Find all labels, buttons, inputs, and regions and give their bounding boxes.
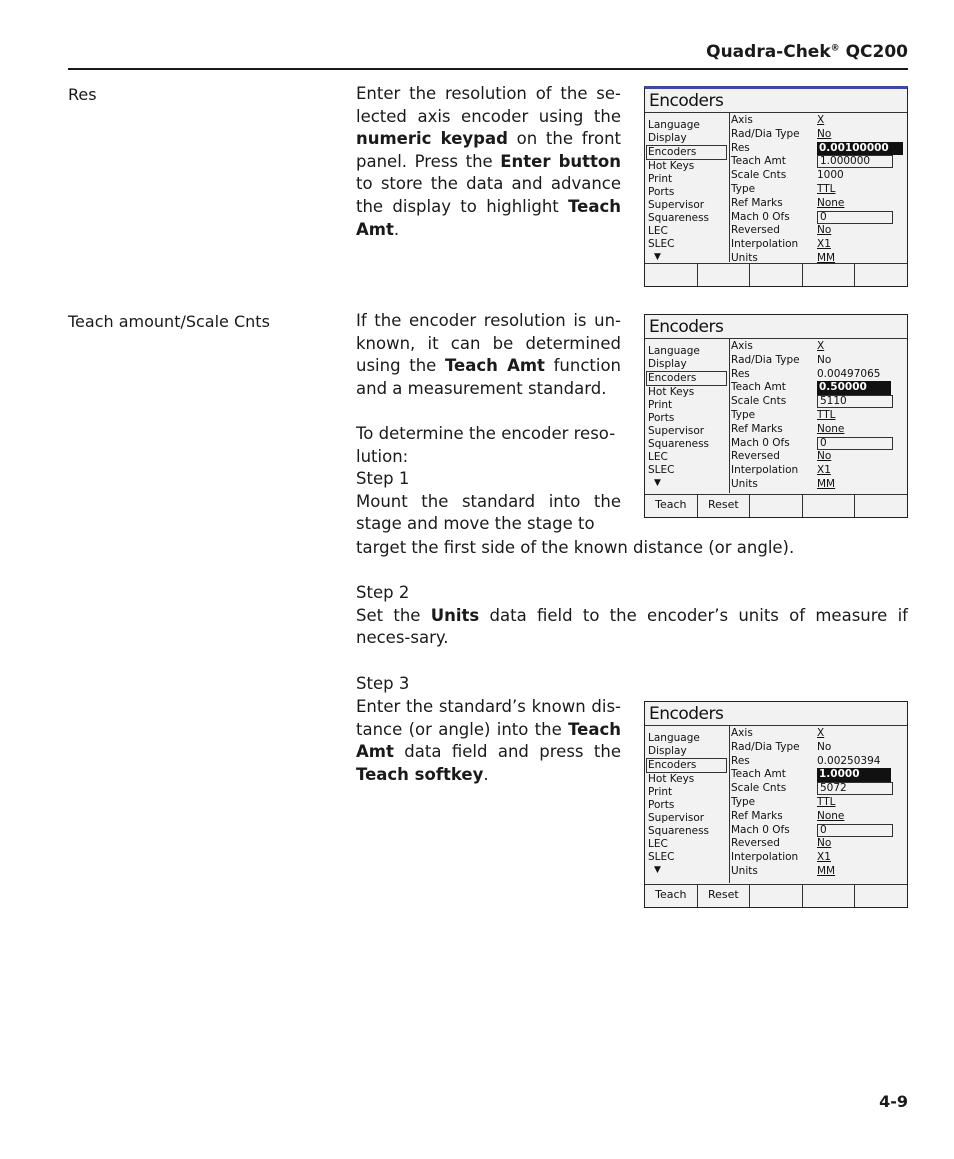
field-value[interactable]: 5110: [817, 395, 893, 408]
field-label: Interpolation: [731, 464, 799, 477]
field-label: Interpolation: [731, 238, 799, 251]
field-value[interactable]: TTL: [817, 795, 836, 808]
field-value[interactable]: 0.00497065: [817, 367, 881, 380]
field-value[interactable]: X1: [817, 851, 831, 864]
header-brand: Quadra-Chek: [706, 42, 831, 62]
res-paragraph: [356, 83, 621, 241]
softkey[interactable]: [803, 264, 856, 286]
scroll-down-arrow-icon[interactable]: ▼: [654, 865, 661, 875]
menu-item[interactable]: Hot Keys: [648, 160, 695, 172]
menu-item[interactable]: Print: [648, 786, 673, 798]
setup-menu: [648, 119, 728, 264]
header-model: QC200: [845, 42, 908, 62]
softkey-bar: [645, 494, 907, 517]
menu-item[interactable]: Language: [648, 732, 700, 744]
menu-item[interactable]: Language: [648, 345, 700, 357]
softkey[interactable]: [750, 885, 803, 907]
text-run: data field to the encoder’s units of measure if neces-sary.: [356, 605, 908, 648]
menu-item[interactable]: Supervisor: [648, 425, 705, 437]
field-label: Reversed: [731, 224, 780, 237]
field-label: Teach Amt: [731, 155, 786, 168]
keyword-teach-amt: Teach Amt: [356, 719, 621, 762]
field-value[interactable]: 0: [817, 211, 893, 224]
field-value[interactable]: No: [817, 740, 832, 753]
step1-label: Step 1: [356, 469, 410, 489]
encoders-screen-2: [644, 314, 908, 518]
setup-menu: [648, 732, 728, 877]
field-value[interactable]: 0: [817, 437, 893, 450]
running-header: [706, 42, 908, 62]
keyword-numeric-keypad: numeric keypad: [356, 129, 508, 149]
term-res: Res: [68, 85, 97, 104]
field-label: Res: [731, 367, 750, 380]
menu-item[interactable]: Display: [648, 132, 687, 144]
softkey-teach[interactable]: Teach: [645, 885, 698, 907]
field-value[interactable]: X1: [817, 238, 831, 251]
field-label: Scale Cnts: [731, 169, 787, 182]
menu-item[interactable]: Squareness: [648, 438, 710, 450]
menu-item[interactable]: Language: [648, 119, 700, 131]
encoders-screen-3: [644, 701, 908, 908]
keyword-teach-softkey: Teach softkey: [356, 764, 484, 784]
field-value[interactable]: X: [817, 340, 825, 352]
keyword-enter-button: Enter button: [500, 151, 621, 171]
softkey[interactable]: [803, 885, 856, 907]
step1-continued: target the first side of the known distance (or angle).: [356, 538, 795, 557]
step2-text: [356, 605, 908, 650]
field-label: Units: [731, 864, 758, 877]
step1-text: Mount the standard into the stage and move the stage to: [356, 491, 621, 534]
field-value[interactable]: None: [817, 196, 845, 209]
encoder-fields: [731, 340, 904, 492]
screen-title: Encoders: [649, 91, 724, 111]
text-run: .: [393, 219, 400, 239]
field-label: Type: [731, 182, 756, 195]
menu-item[interactable]: LEC: [648, 838, 668, 850]
registered-mark: ®: [830, 43, 840, 54]
field-label: Res: [731, 141, 750, 154]
text-run: .: [483, 764, 489, 784]
menu-item[interactable]: Hot Keys: [648, 773, 695, 785]
menu-item[interactable]: Ports: [648, 412, 675, 424]
field-label: Axis: [731, 340, 753, 352]
field-label: Type: [731, 795, 756, 808]
field-value[interactable]: X: [817, 114, 825, 126]
text-run: Enter the standard’s known dis-tance (or angle) into the: [356, 697, 621, 739]
menu-item[interactable]: Squareness: [648, 825, 710, 837]
field-label: Scale Cnts: [731, 782, 787, 795]
field-label: Rad/Dia Type: [731, 353, 800, 366]
field-label: Mach 0 Ofs: [731, 436, 790, 449]
field-label: Reversed: [731, 450, 780, 463]
field-value[interactable]: None: [817, 422, 845, 435]
softkey[interactable]: [750, 495, 803, 517]
menu-item[interactable]: Supervisor: [648, 199, 705, 211]
field-label: Axis: [731, 114, 753, 126]
field-value[interactable]: No: [817, 837, 832, 850]
menu-item[interactable]: SLEC: [648, 464, 675, 476]
softkey-bar: [645, 884, 907, 907]
field-value-highlighted[interactable]: 0.50000: [817, 381, 891, 395]
header-rule: [68, 68, 908, 70]
softkey-bar: [645, 263, 907, 286]
softkey[interactable]: [750, 264, 803, 286]
field-label: Rad/Dia Type: [731, 740, 800, 753]
encoders-screen-1: [644, 86, 908, 287]
field-label: Rad/Dia Type: [731, 127, 800, 140]
field-label: Reversed: [731, 837, 780, 850]
menu-item[interactable]: Squareness: [648, 212, 710, 224]
field-label: Res: [731, 754, 750, 767]
encoder-fields: [731, 114, 904, 266]
field-value[interactable]: X: [817, 727, 825, 739]
field-label: Mach 0 Ofs: [731, 210, 790, 223]
step3-text: [356, 696, 621, 786]
desc-res: [356, 83, 621, 241]
menu-item[interactable]: Print: [648, 173, 673, 185]
desc-teach-upper: [356, 310, 621, 536]
field-label: Teach Amt: [731, 768, 786, 781]
field-value-highlighted[interactable]: 1.0000: [817, 768, 891, 782]
step3-label: Step 3: [356, 673, 410, 693]
field-label: Units: [731, 477, 758, 490]
field-value[interactable]: No: [817, 450, 832, 463]
field-label: Units: [731, 251, 758, 264]
menu-item-selected[interactable]: Encoders: [646, 371, 727, 386]
softkey-teach[interactable]: Teach: [645, 495, 698, 517]
keyword-teach-amt: Teach Amt: [444, 356, 545, 376]
menu-item[interactable]: Ports: [648, 799, 675, 811]
field-value[interactable]: 0.00250394: [817, 754, 881, 767]
text-run: If the encoder resolution is un-known, it can be determined using the: [356, 311, 621, 376]
text-run: to store the data and advance the display to highlight: [356, 174, 621, 216]
menu-item[interactable]: SLEC: [648, 851, 675, 863]
field-value[interactable]: TTL: [817, 408, 836, 421]
menu-item[interactable]: Print: [648, 399, 673, 411]
text-run: function and a measurement standard.: [356, 356, 621, 398]
desc-teach-lower: [356, 537, 908, 695]
encoder-fields: [731, 727, 904, 879]
field-value[interactable]: No: [817, 224, 832, 237]
field-value[interactable]: 1.000000: [817, 155, 893, 168]
field-value[interactable]: MM: [817, 251, 836, 264]
field-label: Mach 0 Ofs: [731, 823, 790, 836]
field-label: Ref Marks: [731, 809, 783, 822]
text-run: on the front panel. Press the: [356, 129, 621, 171]
field-label: Ref Marks: [731, 196, 783, 209]
screen-title: Encoders: [649, 704, 724, 724]
field-label: Type: [731, 408, 756, 421]
field-value[interactable]: X1: [817, 464, 831, 477]
desc-step3: [356, 696, 621, 786]
field-value[interactable]: 1000: [817, 169, 844, 182]
menu-item[interactable]: LEC: [648, 451, 668, 463]
softkey[interactable]: [698, 264, 751, 286]
field-value[interactable]: MM: [817, 477, 836, 490]
menu-item[interactable]: Hot Keys: [648, 386, 695, 398]
term-teach-amount: Teach amount/Scale Cnts: [68, 312, 270, 331]
field-value-highlighted[interactable]: 0.00100000: [817, 142, 903, 156]
field-label: Scale Cnts: [731, 395, 787, 408]
scroll-down-arrow-icon[interactable]: ▼: [654, 252, 661, 262]
softkey[interactable]: [855, 885, 907, 907]
menu-item-selected[interactable]: Encoders: [646, 145, 727, 160]
field-value[interactable]: 5072: [817, 782, 893, 795]
field-value[interactable]: TTL: [817, 182, 836, 195]
softkey[interactable]: [803, 495, 856, 517]
keyword-units: Units: [430, 605, 480, 625]
field-label: Ref Marks: [731, 422, 783, 435]
field-value[interactable]: 0: [817, 824, 893, 837]
scroll-down-arrow-icon[interactable]: ▼: [654, 478, 661, 488]
field-label: Interpolation: [731, 851, 799, 864]
menu-item[interactable]: Ports: [648, 186, 675, 198]
softkey[interactable]: [855, 495, 907, 517]
teach-paragraph-1: [356, 310, 621, 400]
text-run: data field and press the: [393, 742, 621, 762]
softkey[interactable]: [855, 264, 907, 286]
setup-menu: [648, 345, 728, 490]
teach-paragraph-2: To determine the encoder reso-lution:: [356, 423, 616, 466]
screen-title: Encoders: [649, 317, 724, 337]
softkey-reset[interactable]: Reset: [698, 885, 751, 907]
text-run: Enter the resolution of the se-lected axis encoder using the: [356, 84, 621, 126]
menu-item[interactable]: Display: [648, 745, 687, 757]
menu-item[interactable]: SLEC: [648, 238, 675, 250]
keyword-teach-amt: Teach Amt: [356, 196, 621, 239]
softkey-reset[interactable]: Reset: [698, 495, 751, 517]
page-number: 4-9: [879, 1092, 908, 1111]
field-label: Teach Amt: [731, 381, 786, 394]
step2-label: Step 2: [356, 583, 410, 603]
field-label: Axis: [731, 727, 753, 739]
field-value[interactable]: No: [817, 353, 832, 366]
field-value[interactable]: None: [817, 809, 845, 822]
menu-item[interactable]: Supervisor: [648, 812, 705, 824]
field-value[interactable]: No: [817, 127, 832, 140]
softkey[interactable]: [645, 264, 698, 286]
menu-item-selected[interactable]: Encoders: [646, 758, 727, 773]
field-value[interactable]: MM: [817, 864, 836, 877]
menu-item[interactable]: Display: [648, 358, 687, 370]
menu-item[interactable]: LEC: [648, 225, 668, 237]
text-run: Set the: [356, 605, 431, 625]
